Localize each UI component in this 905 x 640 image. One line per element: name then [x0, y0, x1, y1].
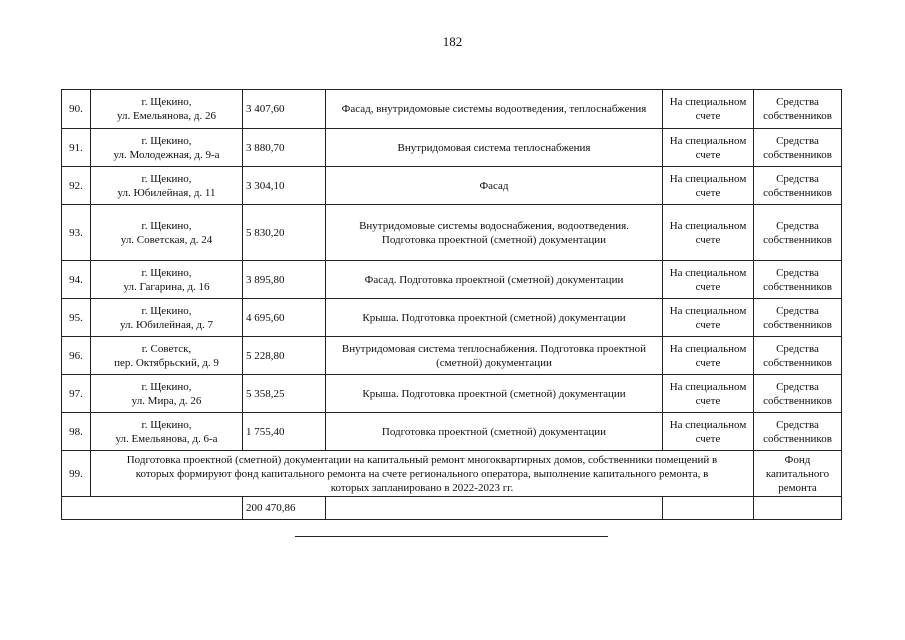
- table-row: [62, 205, 842, 261]
- account-cell: [663, 299, 754, 337]
- cost-cell: [243, 205, 326, 261]
- address-cell-line: ул. Молодежная, д. 9-а: [113, 148, 220, 161]
- works-cell-line: Внутридомовые системы водоснабжения, водоотведения.: [359, 219, 629, 232]
- funding-source-cell: [754, 451, 842, 497]
- works-cell: [326, 299, 663, 337]
- funding-source-cell: [754, 299, 842, 337]
- works-cell-line: Крыша. Подготовка проектной (сметной) документации: [362, 387, 626, 400]
- funding-source-cell: [754, 413, 842, 451]
- row-number: [62, 167, 91, 205]
- cost-cell-line: 4 695,60: [246, 311, 285, 324]
- account-cell-line: На специальном: [669, 380, 747, 393]
- table-row: [62, 299, 842, 337]
- row-number-line: 92.: [69, 179, 83, 192]
- funding-source-cell-line: собственников: [763, 318, 832, 331]
- account-cell-line: На специальном: [669, 342, 747, 355]
- row-number: [62, 205, 91, 261]
- address-cell: [91, 299, 243, 337]
- cost-cell-line: 3 880,70: [246, 141, 285, 154]
- funding-source-cell-line: Средства: [776, 266, 819, 279]
- row-number-line: 96.: [69, 349, 83, 362]
- address-cell-line: г. Щекино,: [141, 380, 192, 393]
- account-cell: [663, 129, 754, 167]
- funding-source-cell-line: собственников: [763, 110, 832, 122]
- account-cell: [663, 413, 754, 451]
- account-cell-line: На специальном: [669, 96, 747, 108]
- funding-source-cell-line: Средства: [776, 304, 819, 317]
- address-cell-line: г. Щекино,: [141, 172, 192, 185]
- cost-cell-line: 5 228,80: [246, 349, 285, 362]
- works-cell: [326, 90, 663, 129]
- works-cell-line: Фасад. Подготовка проектной (сметной) документации: [364, 273, 624, 286]
- funding-source-cell: [754, 90, 842, 129]
- row-number-line: 98.: [69, 425, 83, 438]
- table-row: [62, 375, 842, 413]
- address-cell: [91, 261, 243, 299]
- funding-source-cell: [754, 261, 842, 299]
- account-cell-line: счете: [695, 432, 721, 445]
- funding-source-cell-line: Средства: [776, 342, 819, 355]
- works-cell-line: Фасад: [479, 179, 509, 192]
- funding-source-cell-line: собственников: [763, 356, 832, 369]
- address-cell-line: г. Щекино,: [141, 304, 192, 317]
- works-cell-line: Подготовка проектной (сметной) документации: [381, 233, 607, 246]
- funding-source-line: ремонта: [778, 481, 817, 494]
- address-cell-line: ул. Юбилейная, д. 11: [117, 186, 216, 199]
- works-cell: [326, 205, 663, 261]
- works-cell: [326, 375, 663, 413]
- works-cell-line: Фасад, внутридомовые системы водоотведения, теплоснабжения: [341, 103, 647, 115]
- address-cell-line: ул. Советская, д. 24: [120, 233, 213, 246]
- address-cell: [91, 337, 243, 375]
- row-number: [62, 129, 91, 167]
- row-number: [62, 375, 91, 413]
- funding-source-cell-line: собственников: [763, 186, 832, 199]
- works-cell-line: Внутридомовая система теплоснабжения: [397, 141, 591, 154]
- row-description-line: Подготовка проектной (сметной) документации на капитальный ремонт многоквартирных домов, собственники помещений в: [126, 453, 718, 466]
- works-cell-line: (сметной) документации: [436, 356, 552, 369]
- account-cell-line: счете: [695, 318, 721, 331]
- funding-source-line: Фонд: [784, 453, 811, 466]
- account-cell-line: На специальном: [669, 418, 747, 431]
- cost-cell: [243, 337, 326, 375]
- works-cell: [326, 337, 663, 375]
- table-row: [62, 90, 842, 129]
- account-cell-line: счете: [695, 148, 721, 161]
- funding-source-cell-line: собственников: [763, 148, 832, 161]
- cost-cell: [243, 299, 326, 337]
- table-row-99: [62, 451, 842, 497]
- cost-cell: [243, 167, 326, 205]
- address-cell-line: ул. Емельянова, д. 26: [116, 110, 217, 122]
- funding-source-cell-line: Средства: [776, 219, 819, 232]
- cost-cell: [243, 90, 326, 129]
- table-row: [62, 337, 842, 375]
- address-cell-line: г. Щекино,: [141, 219, 192, 232]
- row-number-line: 97.: [69, 387, 83, 400]
- works-cell: [326, 261, 663, 299]
- total-empty-cell: [326, 497, 663, 520]
- funding-source-cell-line: Средства: [776, 172, 819, 185]
- page-number: 182: [442, 34, 463, 49]
- account-cell-line: На специальном: [669, 134, 747, 147]
- address-cell-line: ул. Емельянова, д. 6-а: [115, 432, 218, 445]
- cost-cell-line: 5 830,20: [246, 226, 285, 239]
- funding-source-cell: [754, 129, 842, 167]
- account-cell-line: На специальном: [669, 172, 747, 185]
- table-body: [62, 90, 842, 520]
- address-cell-line: ул. Мира, д. 26: [131, 394, 202, 407]
- funding-source-cell-line: собственников: [763, 280, 832, 293]
- funding-source-cell: [754, 167, 842, 205]
- address-cell: [91, 375, 243, 413]
- account-cell-line: счете: [695, 394, 721, 407]
- cost-cell: [243, 413, 326, 451]
- funding-source-cell: [754, 205, 842, 261]
- address-cell-line: г. Щекино,: [141, 418, 192, 431]
- funding-source-cell-line: Средства: [776, 380, 819, 393]
- row-number: 99.: [62, 451, 91, 497]
- funding-source-cell: [754, 337, 842, 375]
- row-number: [62, 261, 91, 299]
- account-cell-line: На специальном: [669, 219, 747, 232]
- address-cell-line: г. Щекино,: [141, 134, 192, 147]
- row-number-line: 91.: [69, 141, 83, 154]
- total-empty-cell: [663, 497, 754, 520]
- address-cell: [91, 129, 243, 167]
- funding-source-cell-line: Средства: [776, 418, 819, 431]
- row-number: [62, 413, 91, 451]
- row-number-line: 94.: [69, 273, 83, 286]
- account-cell-line: счете: [695, 356, 721, 369]
- row-number: [62, 299, 91, 337]
- address-cell: [91, 167, 243, 205]
- address-cell: [91, 205, 243, 261]
- row-number: [62, 90, 91, 129]
- cost-cell-line: 3 407,60: [246, 103, 285, 115]
- works-cell-line: Подготовка проектной (сметной) документации: [381, 425, 607, 438]
- row-number: [62, 337, 91, 375]
- row-number-line: 95.: [69, 311, 83, 324]
- repair-schedule-table: [61, 89, 842, 520]
- cost-cell-line: 3 304,10: [246, 179, 285, 192]
- account-cell-line: счете: [695, 233, 721, 246]
- total-empty-cell: [62, 497, 243, 520]
- account-cell: [663, 375, 754, 413]
- account-cell-line: счете: [695, 110, 721, 122]
- funding-source-cell-line: Средства: [776, 96, 819, 108]
- address-cell-line: г. Щекино,: [141, 96, 192, 108]
- funding-source-cell: [754, 375, 842, 413]
- address-cell-line: ул. Юбилейная, д. 7: [120, 318, 213, 331]
- works-cell: [326, 167, 663, 205]
- address-cell: [91, 90, 243, 129]
- address-cell-line: пер. Октябрьский, д. 9: [114, 356, 219, 369]
- works-cell: [326, 413, 663, 451]
- cost-cell: [243, 129, 326, 167]
- cost-cell: [243, 375, 326, 413]
- funding-source-cell-line: собственников: [763, 432, 832, 445]
- account-cell: [663, 337, 754, 375]
- account-cell: [663, 261, 754, 299]
- table-row: [62, 129, 842, 167]
- account-cell-line: счете: [695, 186, 721, 199]
- address-cell-line: г. Советск,: [141, 342, 192, 355]
- account-cell-line: счете: [695, 280, 721, 293]
- address-cell-line: ул. Гагарина, д. 16: [123, 280, 210, 293]
- footer-separator-line: [295, 536, 608, 537]
- row-number-line: 93.: [69, 226, 83, 239]
- works-cell-line: Крыша. Подготовка проектной (сметной) документации: [362, 311, 626, 324]
- row-description-line: которых формируют фонд капитального ремонта на счете регионального оператора, выполнение капитального ремонта, в: [135, 467, 709, 480]
- cost-cell-line: 1 755,40: [246, 425, 285, 438]
- address-cell: [91, 413, 243, 451]
- table-row: [62, 413, 842, 451]
- address-cell-line: г. Щекино,: [141, 266, 192, 279]
- cost-cell-line: 3 895,80: [246, 273, 285, 286]
- total-row: [62, 497, 842, 520]
- account-cell: [663, 90, 754, 129]
- row-number-line: 90.: [69, 103, 83, 115]
- cost-cell-line: 5 358,25: [246, 387, 285, 400]
- account-cell-line: На специальном: [669, 304, 747, 317]
- table-row: [62, 261, 842, 299]
- funding-source-line: капитального: [765, 467, 830, 480]
- cost-cell: [243, 261, 326, 299]
- account-cell: [663, 205, 754, 261]
- account-cell: [663, 167, 754, 205]
- works-cell-line: Внутридомовая система теплоснабжения. Подготовка проектной: [341, 342, 647, 355]
- funding-source-cell-line: Средства: [776, 134, 819, 147]
- works-cell: [326, 129, 663, 167]
- table-row: [62, 167, 842, 205]
- row-description-line: которых запланировано в 2022-2023 гг.: [330, 481, 514, 494]
- funding-source-cell-line: собственников: [763, 233, 832, 246]
- row-description: [91, 451, 754, 497]
- funding-source-cell-line: собственников: [763, 394, 832, 407]
- total-amount: 200 470,86: [243, 497, 326, 520]
- total-empty-cell: [754, 497, 842, 520]
- account-cell-line: На специальном: [669, 266, 747, 279]
